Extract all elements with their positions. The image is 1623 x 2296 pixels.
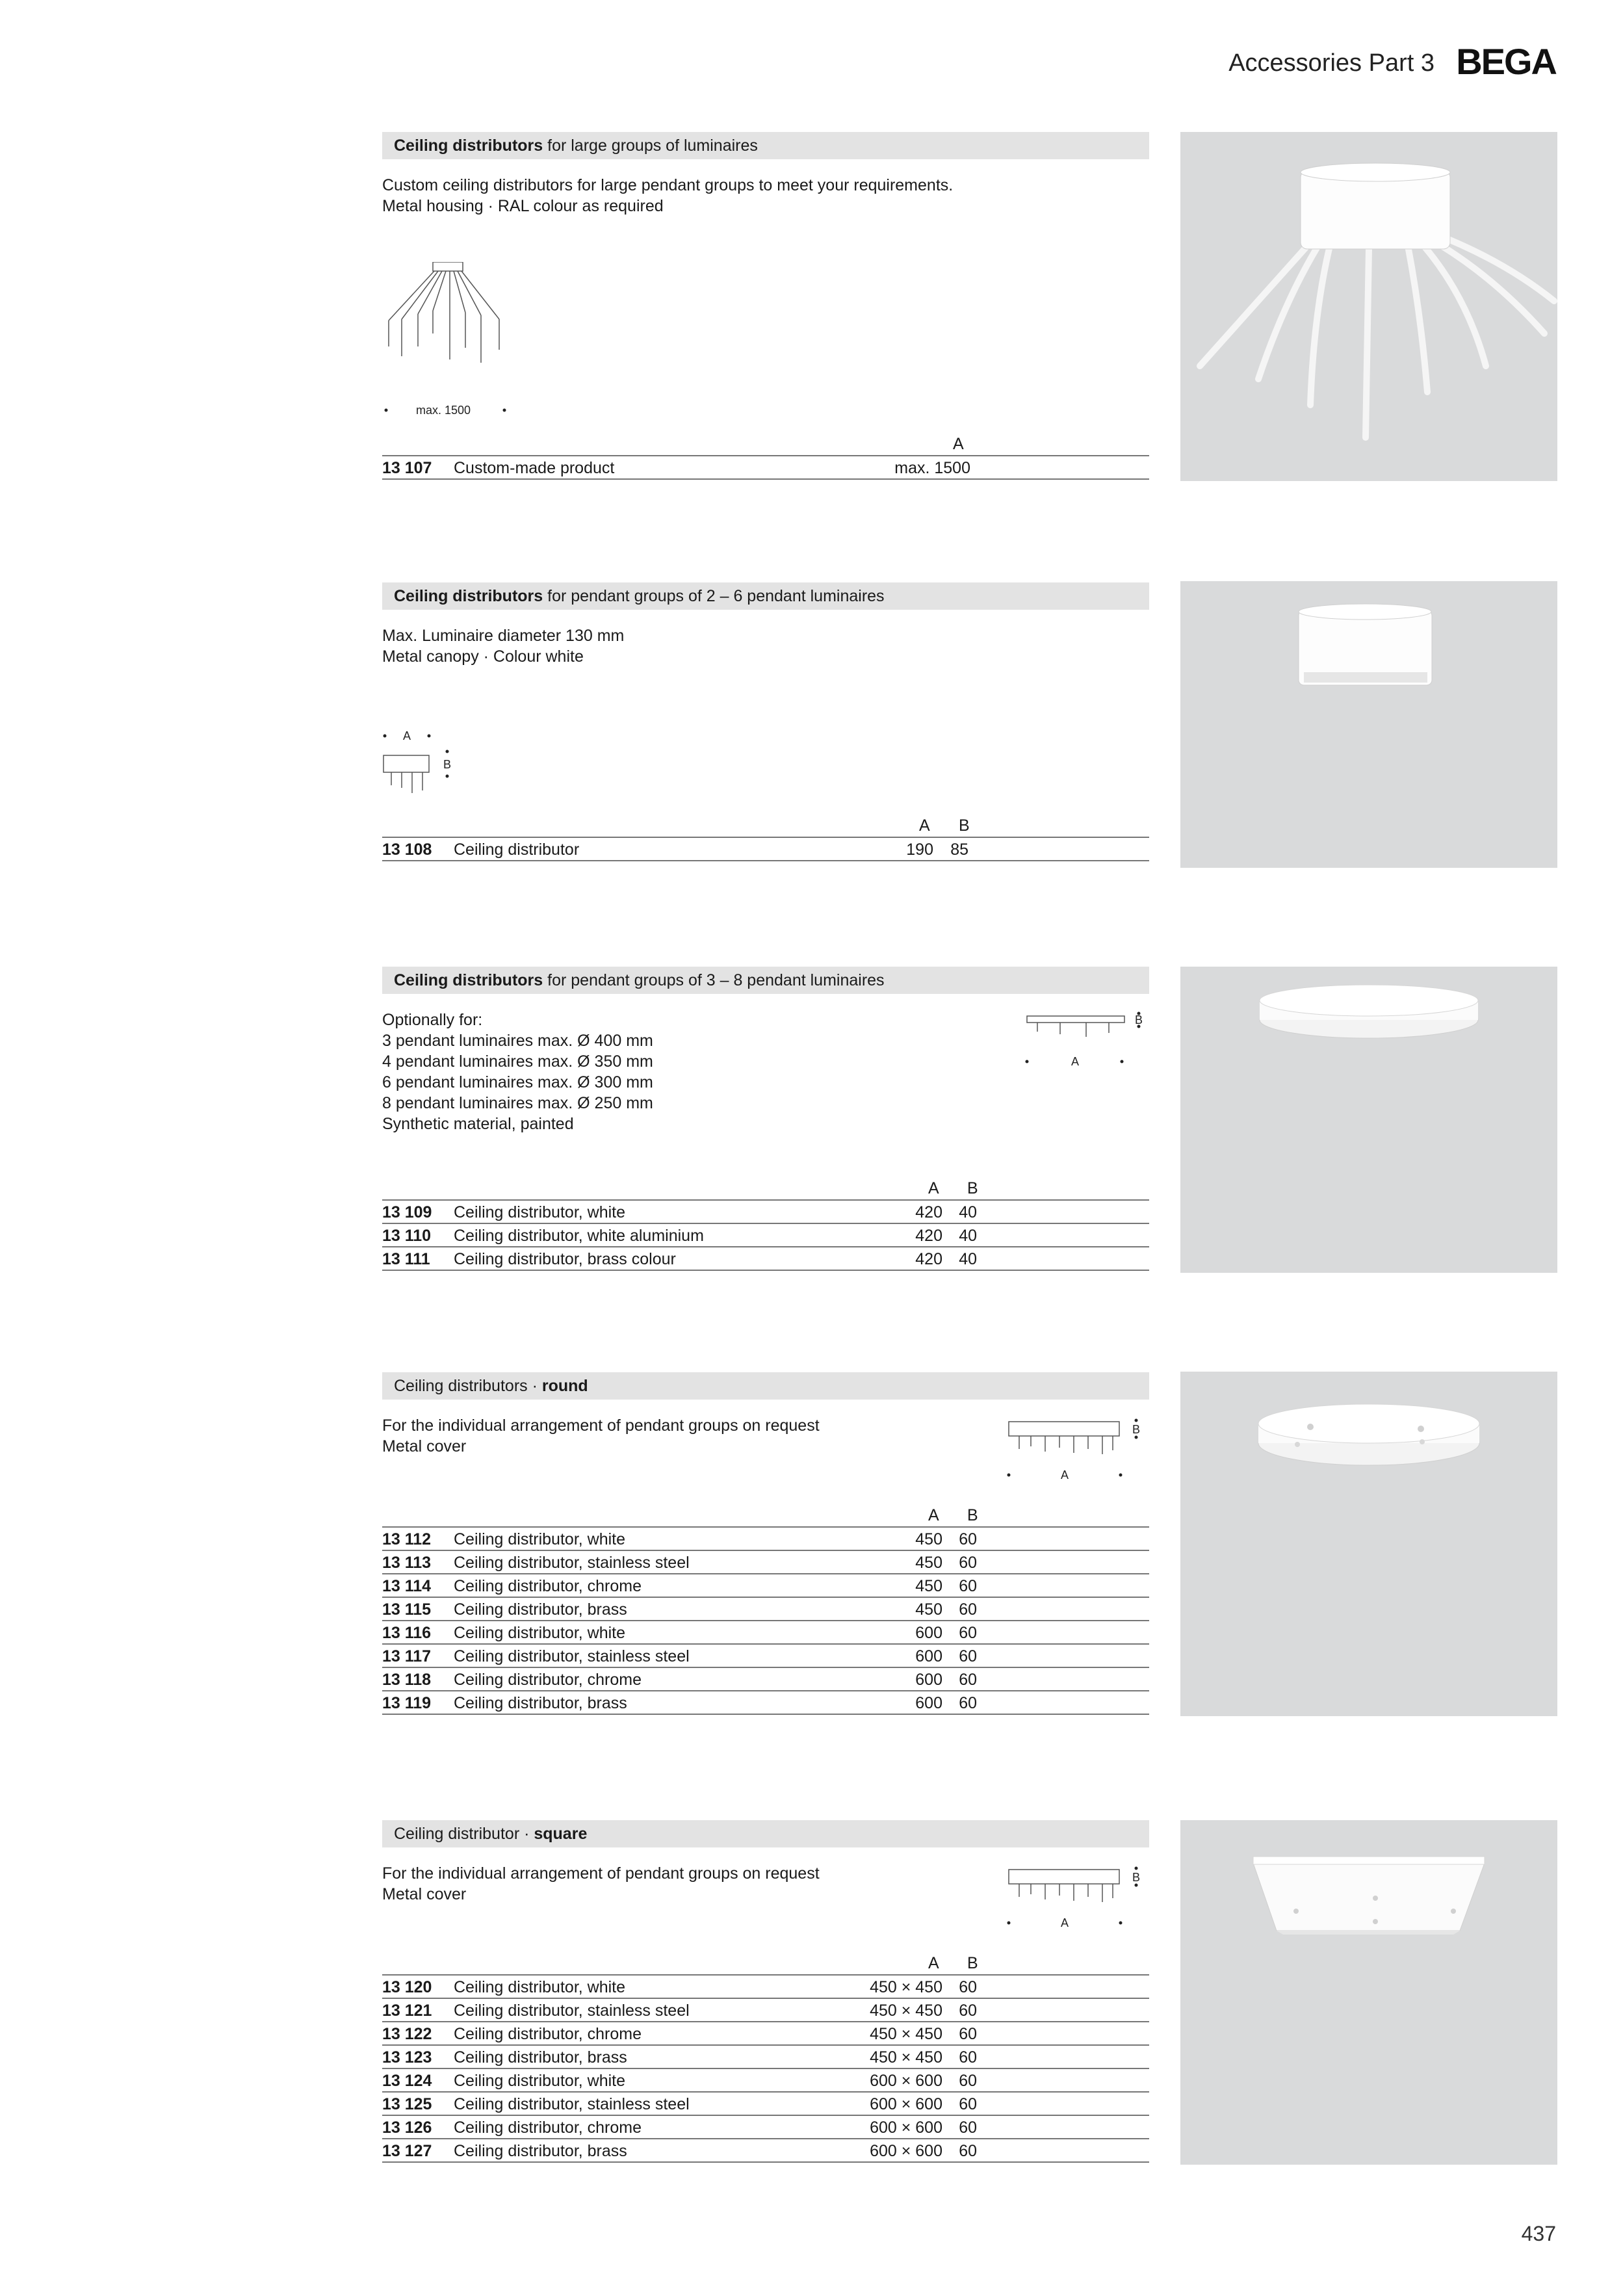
column-header-a: A (953, 435, 964, 453)
section-3-8-pendants (382, 967, 1149, 1272)
column-header-b: B (967, 1506, 978, 1524)
dimension-b: 60 (959, 1530, 977, 1548)
section-title: Ceiling distributors for pendant groups of 2 – 6 pendant luminaires (382, 582, 1149, 610)
product-name: Ceiling distributor, brass (454, 1694, 627, 1712)
table-row (382, 456, 1149, 480)
product-number: 13 111 (382, 1250, 430, 1268)
dimension-a: max. 1500 (894, 459, 970, 477)
product-number: 13 120 (382, 1978, 432, 1996)
table-row (382, 1691, 1149, 1715)
product-photo (1180, 967, 1557, 1273)
dimension-b: 40 (959, 1203, 977, 1221)
drawing-dimension-a: A (1061, 1468, 1069, 1481)
dimension-a: 600 × 600 (870, 2142, 942, 2160)
dimension-b: 60 (959, 2119, 977, 2137)
product-table (382, 815, 1149, 861)
product-photo (1180, 581, 1557, 868)
product-name: Ceiling distributor, white (454, 1203, 626, 1221)
column-header-b: B (959, 816, 970, 835)
product-number: 13 118 (382, 1671, 432, 1689)
product-number: 13 126 (382, 2119, 432, 2137)
product-name: Ceiling distributor, brass (454, 2048, 627, 2067)
column-header-b: B (967, 1179, 978, 1197)
product-photo (1180, 1372, 1557, 1716)
dimension-a: 600 (915, 1647, 942, 1665)
table-row (382, 1976, 1149, 1999)
product-name: Ceiling distributor, brass (454, 2142, 627, 2160)
dimension-b: 60 (959, 2048, 977, 2067)
product-name: Ceiling distributor, chrome (454, 1577, 642, 1595)
dimension-b: 60 (959, 1978, 977, 1996)
table-row (382, 1668, 1149, 1691)
column-header-a: A (928, 1506, 939, 1524)
drawing-dimension-a: A (403, 729, 411, 742)
table-row (382, 1551, 1149, 1574)
product-name: Ceiling distributor, brass colour (454, 1250, 676, 1268)
table-row (382, 1528, 1149, 1551)
dimension-a: 450 (915, 1600, 942, 1619)
table-row (382, 1247, 1149, 1271)
dimension-b: 60 (959, 2072, 977, 2090)
dimension-a: 450 (915, 1554, 942, 1572)
dimension-b: 60 (959, 2002, 977, 2020)
dimension-a: 600 × 600 (870, 2072, 942, 2090)
dimension-a: 420 (915, 1227, 942, 1245)
product-photo (1180, 1820, 1557, 2165)
section-large-groups (382, 132, 1149, 483)
product-table (382, 1177, 1149, 1271)
table-row (382, 2022, 1149, 2046)
table-row (382, 1645, 1149, 1668)
dimension-b: 60 (959, 1624, 977, 1642)
product-name: Ceiling distributor, stainless steel (454, 2095, 690, 2113)
drawing-dimension-b: B (443, 758, 452, 771)
table-row (382, 838, 1149, 861)
product-number: 13 122 (382, 2025, 432, 2043)
technical-drawing (1006, 1415, 1149, 1487)
product-number: 13 125 (382, 2095, 432, 2113)
product-name: Ceiling distributor, chrome (454, 2119, 642, 2137)
dimension-a: 450 × 450 (870, 2025, 942, 2043)
table-row (382, 2093, 1149, 2116)
product-photo (1180, 132, 1557, 481)
section-description: Optionally for: 3 pendant luminaires max. Ø 400 mm 4 pendant luminaires max. Ø 350 mm 6 pendant luminaires max. Ø 300 mm 8 pendant luminaires max. Ø 250 mm Synthetic material, painted (382, 1011, 653, 1133)
product-name: Ceiling distributor, white (454, 1530, 626, 1548)
table-row (382, 2046, 1149, 2069)
page-header-title: Accessories Part 3 (1228, 49, 1435, 77)
dimension-a: 420 (915, 1203, 942, 1221)
product-number: 13 109 (382, 1203, 432, 1221)
column-header-a: A (919, 816, 930, 835)
section-round (382, 1372, 1149, 1723)
dimension-a: 450 × 450 (870, 2048, 942, 2067)
product-name: Ceiling distributor, chrome (454, 1671, 642, 1689)
product-name: Ceiling distributor, stainless steel (454, 1554, 690, 1572)
dimension-a: 420 (915, 1250, 942, 1268)
product-name: Ceiling distributor, stainless steel (454, 1647, 690, 1665)
dimension-b: 60 (959, 1647, 977, 1665)
product-name: Ceiling distributor, brass (454, 1600, 627, 1619)
dimension-a: 600 (915, 1624, 942, 1642)
product-number: 13 114 (382, 1577, 432, 1595)
dimension-a: 450 × 450 (870, 2002, 942, 2020)
section-title: Ceiling distributor · square (382, 1820, 1149, 1847)
dimension-a: 190 (906, 841, 933, 859)
technical-drawing (382, 262, 532, 418)
dimension-a: 600 (915, 1671, 942, 1689)
product-name: Ceiling distributor, white aluminium (454, 1227, 704, 1245)
section-description: Max. Luminaire diameter 130 mm Metal canopy · Colour white (382, 627, 625, 666)
product-name: Custom-made product (454, 459, 615, 477)
product-name: Ceiling distributor, white (454, 1624, 626, 1642)
dimension-b: 60 (959, 2142, 977, 2160)
product-name: Ceiling distributor, chrome (454, 2025, 642, 2043)
section-title: Ceiling distributors for large groups of luminaires (382, 132, 1149, 159)
product-table (382, 433, 1149, 480)
product-name: Ceiling distributor, white (454, 2072, 626, 2090)
section-description: For the individual arrangement of pendant groups on request Metal cover (382, 1416, 820, 1455)
section-description: For the individual arrangement of pendant groups on request Metal cover (382, 1864, 820, 1903)
column-header-a: A (928, 1954, 939, 1972)
product-number: 13 119 (382, 1694, 432, 1712)
product-table (382, 1952, 1149, 2163)
product-table (382, 1504, 1149, 1715)
table-row (382, 1999, 1149, 2022)
product-name: Ceiling distributor, stainless steel (454, 2002, 690, 2020)
product-number: 13 117 (382, 1647, 432, 1665)
product-name: Ceiling distributor, white (454, 1978, 626, 1996)
table-row (382, 1574, 1149, 1598)
dimension-b: 60 (959, 1577, 977, 1595)
dimension-b: 60 (959, 1554, 977, 1572)
product-number: 13 115 (382, 1600, 432, 1619)
dimension-a: 450 (915, 1577, 942, 1595)
product-number: 13 110 (382, 1227, 432, 1245)
table-row (382, 1621, 1149, 1645)
page-number: 437 (1521, 2222, 1556, 2245)
table-header (382, 433, 1149, 456)
product-number: 13 108 (382, 841, 432, 859)
drawing-dimension-label: max. 1500 (416, 404, 471, 417)
product-number: 13 121 (382, 2002, 432, 2020)
dimension-b: 60 (959, 1671, 977, 1689)
section-title: Ceiling distributors for pendant groups of 3 – 8 pendant luminaires (382, 967, 1149, 994)
table-row (382, 2139, 1149, 2163)
technical-drawing (382, 728, 460, 806)
dimension-b: 85 (950, 841, 968, 859)
table-header (382, 815, 1149, 838)
drawing-dimension-a: A (1071, 1055, 1080, 1068)
product-number: 13 127 (382, 2142, 432, 2160)
table-row (382, 2116, 1149, 2139)
product-number: 13 123 (382, 2048, 432, 2067)
dimension-b: 40 (959, 1227, 977, 1245)
drawing-dimension-a: A (1061, 1916, 1069, 1929)
column-header-b: B (967, 1954, 978, 1972)
dimension-a: 600 × 600 (870, 2095, 942, 2113)
table-row (382, 1201, 1149, 1224)
dimension-b: 60 (959, 2095, 977, 2113)
table-header (382, 1952, 1149, 1976)
table-row (382, 2069, 1149, 2093)
section-square (382, 1820, 1149, 2171)
product-number: 13 112 (382, 1530, 432, 1548)
product-number: 13 113 (382, 1554, 432, 1572)
column-header-a: A (928, 1179, 939, 1197)
product-number: 13 124 (382, 2072, 432, 2090)
drawing-dimension-b: B (1132, 1423, 1141, 1436)
dimension-a: 600 (915, 1694, 942, 1712)
technical-drawing (1024, 1010, 1148, 1075)
dimension-a: 600 × 600 (870, 2119, 942, 2137)
technical-drawing (1006, 1863, 1149, 1935)
drawing-dimension-b: B (1132, 1871, 1141, 1884)
table-header (382, 1504, 1149, 1528)
section-2-6-pendants (382, 582, 1149, 868)
product-number: 13 116 (382, 1624, 432, 1642)
table-row (382, 1598, 1149, 1621)
table-row (382, 1224, 1149, 1247)
product-number: 13 107 (382, 459, 432, 477)
table-header (382, 1177, 1149, 1201)
dimension-b: 60 (959, 2025, 977, 2043)
section-title: Ceiling distributors · round (382, 1372, 1149, 1400)
dimension-b: 60 (959, 1694, 977, 1712)
dimension-b: 40 (959, 1250, 977, 1268)
brand-logo: BEGA (1456, 41, 1556, 82)
dimension-a: 450 (915, 1530, 942, 1548)
dimension-a: 450 × 450 (870, 1978, 942, 1996)
section-description: Custom ceiling distributors for large pendant groups to meet your requirements. Metal housing · RAL colour as required (382, 176, 954, 215)
product-name: Ceiling distributor (454, 841, 580, 859)
drawing-dimension-b: B (1135, 1013, 1143, 1026)
dimension-b: 60 (959, 1600, 977, 1619)
